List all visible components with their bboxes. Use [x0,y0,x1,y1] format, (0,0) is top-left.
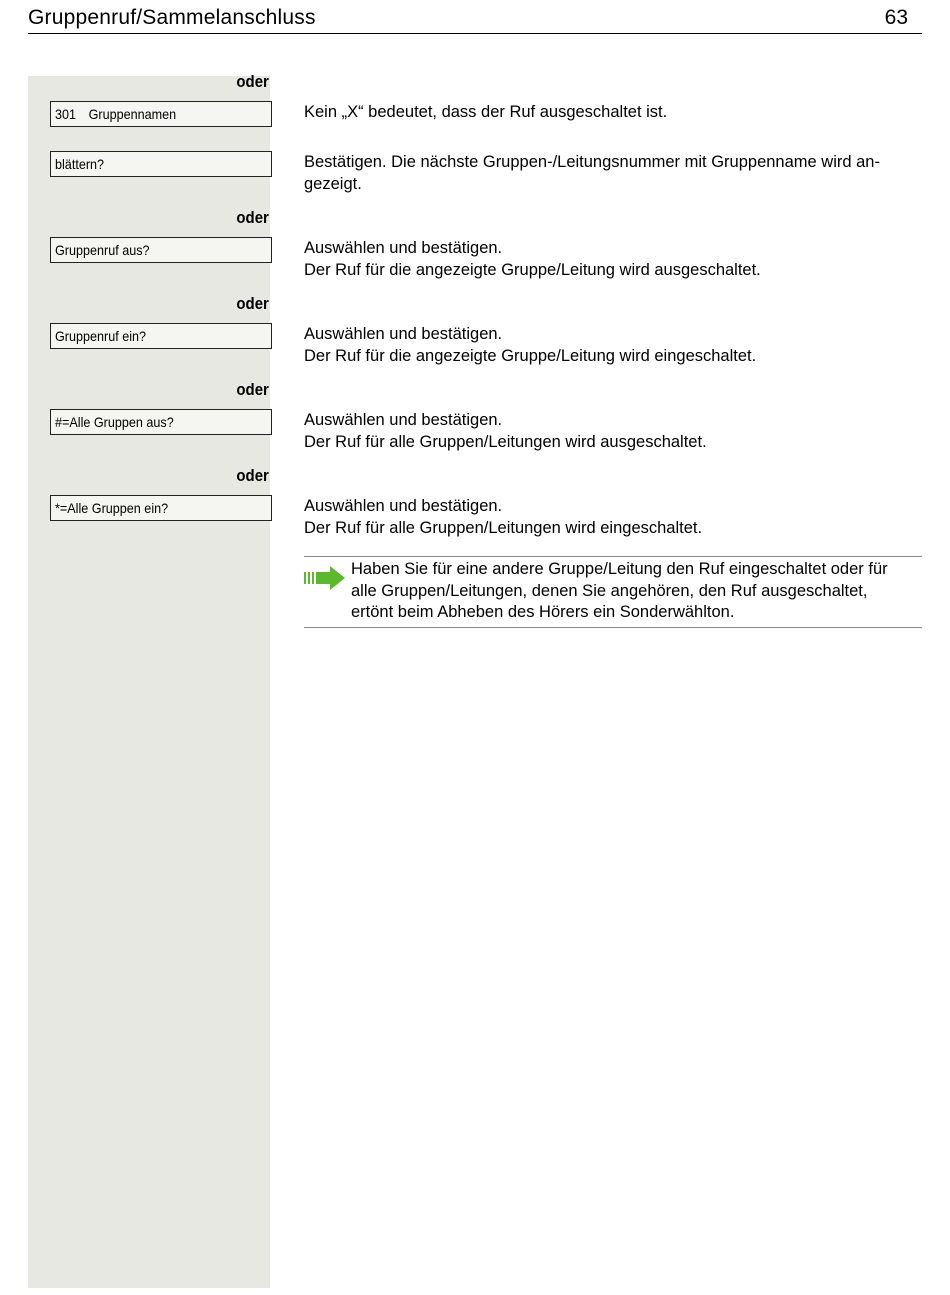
note-line: Haben Sie für eine andere Gruppe/Leitung den Ruf eingeschaltet oder für [351,560,888,578]
oder-label: oder [236,72,269,91]
menu-item-alle-gruppen-aus[interactable] [50,409,272,435]
arrow-note-icon [304,565,346,591]
description-line: Auswählen und bestätigen. [304,239,503,257]
menu-item-label: blättern? [55,156,105,172]
description-block [304,151,922,195]
description-line: Der Ruf für die angezeigte Gruppe/Leitung wird eingeschaltet. [304,347,757,365]
description-block [304,409,922,453]
note-line: alle Gruppen/Leitungen, denen Sie angehören, den Ruf ausgeschaltet, [351,581,868,600]
description-line: Kein „X“ bedeutet, dass der Ruf ausgeschaltet ist. [304,103,668,121]
page-header-title: Gruppenruf/Sammelanschluss [28,6,316,29]
menu-item-label: *=Alle Gruppen ein? [55,500,169,516]
description-block [304,101,922,123]
menu-item-gruppennamen[interactable] [50,101,272,127]
menu-item-label: Gruppenruf aus? [55,242,150,258]
header-divider [28,33,922,34]
oder-label: oder [236,208,269,227]
menu-item-gruppenruf-ein[interactable] [50,323,272,349]
note-text [351,559,923,624]
description-line: Auswählen und bestätigen. [304,497,503,515]
description-line: Bestätigen. Die nächste Gruppen-/Leitungsnummer mit Gruppenname wird an- [304,153,880,171]
description-line: Der Ruf für alle Gruppen/Leitungen wird eingeschaltet. [304,519,703,537]
description-line: Auswählen und bestätigen. [304,325,503,343]
menu-item-blaettern[interactable] [50,151,272,177]
menu-item-label: Gruppennamen [88,106,177,122]
menu-item-alle-gruppen-ein[interactable] [50,495,272,521]
menu-item-label: #=Alle Gruppen aus? [55,414,174,430]
oder-label: oder [236,380,269,399]
description-line: Der Ruf für alle Gruppen/Leitungen wird ausgeschaltet. [304,433,707,451]
group-number: 301 [55,106,77,122]
description-block [304,495,922,539]
description-line: Der Ruf für die angezeigte Gruppe/Leitung wird ausgeschaltet. [304,261,761,279]
description-block [304,323,922,367]
description-line: gezeigt. [304,175,362,193]
menu-item-gruppenruf-aus[interactable] [50,237,272,263]
page-number: 63 [884,6,908,29]
description-block [304,237,922,281]
description-line: Auswählen und bestätigen. [304,411,503,429]
note-line: ertönt beim Abheben des Hörers ein Sonderwählton. [351,603,735,621]
info-note [304,556,922,628]
menu-item-label: Gruppenruf ein? [55,328,147,344]
oder-label: oder [236,466,269,485]
oder-label: oder [236,294,269,313]
